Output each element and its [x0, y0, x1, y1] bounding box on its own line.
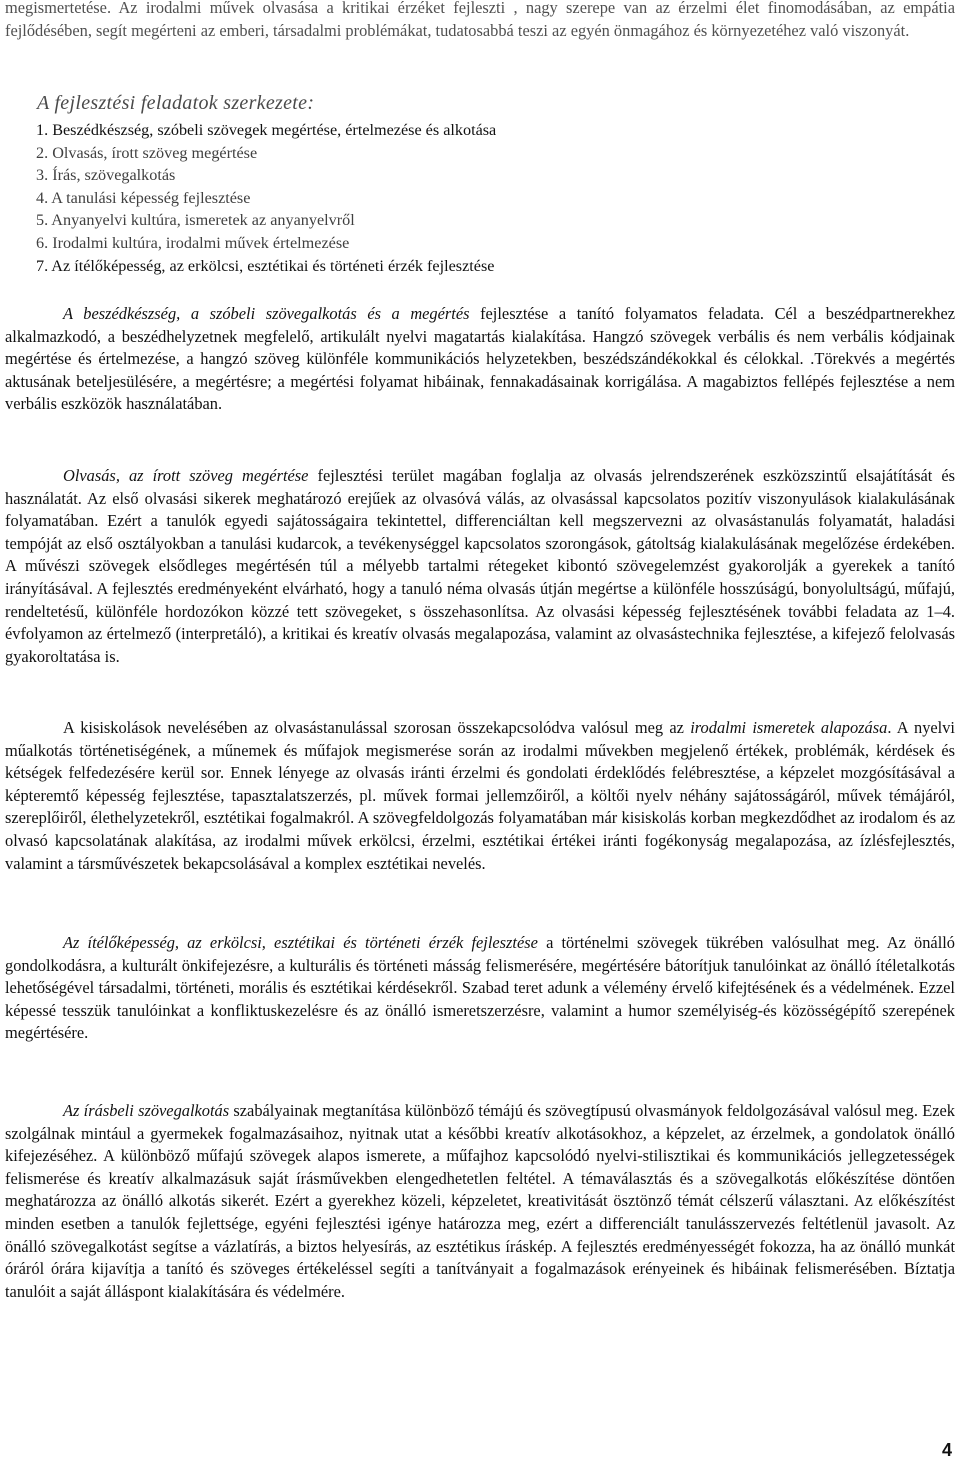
structure-title: A fejlesztési feladatok szerkezete: [37, 92, 315, 114]
section-lead: Az ítélőképesség, az erkölcsi, esztétikai és történeti érzék fejlesztése [63, 933, 538, 952]
section-itelokepesseg [5, 932, 955, 1045]
list-item: 5. Anyanyelvi kultúra, ismeretek az anyanyelvről [36, 211, 355, 230]
list-item: 1. Beszédkészség, szóbeli szövegek megértése, értelmezése és alkotása [36, 121, 497, 139]
section-pre: A kisiskolások nevelésében az olvasástanulással szorosan összekapcsolódva valósul meg az [63, 718, 691, 737]
section-lead: Az írásbeli szövegalkotás [63, 1101, 230, 1120]
section-beszedkeszseg [5, 303, 955, 416]
structure-list [36, 119, 496, 277]
section-lead: irodalmi ismeretek alapozása [690, 718, 888, 737]
list-item: 6. Irodalmi kultúra, irodalmi művek értelmezése [36, 233, 350, 252]
list-item: 4. A tanulási képesség fejlesztése [36, 188, 251, 207]
list-item: 2. Olvasás, írott szöveg megértése [36, 143, 258, 162]
list-item: 3. Írás, szövegalkotás [36, 166, 176, 185]
section-text: . A nyelvi műalkotás történetiségének, a műnemek és műfajok megismerése során az irodalmi művekben megjelenő értékek, problémák, kérdések és kétségek felfedezésére kerül sor. Ennek lényege az olvasás iránti érzelmi és gondolati érdeklődés felébresztése, a képzelet mozgósításával a képteremtő képesség fejlesztése, tapasztalatszerzés, pl. művek formai jellemzőiről, a költői nyelv néhány sajátosságáról, művek témájáról, szereplőiről, élethelyzetekről, esztétikai fogalmakról. A szövegfeldolgozás folyamatában már kisiskolás korban megkezdődhet az irodalom és az olvasó kapcsolatának alakítása, az irodalmi művek erkölcsi, érzelmi, esztétikai értékei iránti fogékonyság megalapozása, az ízlésfejlesztés, valamint a társművészetek bekapcsolásával a komplex esztétikai nevelés. [5, 718, 955, 873]
list-item: 7. Az ítélőképesség, az erkölcsi, esztétikai és történeti érzék fejlesztése [36, 256, 495, 275]
section-text: fejlesztése a tanító folyamatos feladata. Cél a beszédpartnerekhez alkalmazkodó, a beszédhelyzetnek megfelelő, artikulált nyelvi magatartás kialakítása. Hangzó szövegek verbális és nem verbális kódjainak megértése és értelmezése, a hangzó szöveg különféle kommunikációs helyzetekben, beszédszándékokkal és célokkal. .Törekvés a megértés aktusának beteljesülésére, a megértésre; a megértési folyamat hibáinak, fennakadásainak korrigálása. A magabiztos fellépés fejlesztése a nem verbális eszközök használatában. [5, 304, 956, 414]
section-lead: Olvasás, az írott szöveg megértése [63, 466, 309, 485]
section-text: fejlesztési terület magában foglalja az olvasás jelrendszerének eszközszintű elsajátítását és használatát. Az első olvasási sikerek meghatározó erejűek az olvasóvá válás, az olvasással kapcsolatos pozitív viszonyulások kialakulásának folyamatában. Ezért a tanulók egyedi sajátosságaira tekintettel, differenciáltan kell megszervezni az olvasástanulás folyamatát, haladási tempóját az első osztályokban a tanulási kudarcok, a tevékenységgel kapcsolatos szorongások, gátoltság kialakulásának megelőzése érdekében. A művészi szövegek elsődleges megértésén túl a mélyebb tartalmi rétegeket kibontó szövegelemzést gyakorolják a gyerekek a tanító irányításával. A fejlesztés eredményeként elvárható, hogy a tanuló néma olvasás útján megértse a különféle hosszúságú, bonyolultságú, műfajú, rendeltetésű, különféle hordozókon közzé tett szövegeket, s összehasonlítsa. Az olvasási képesség fejlesztésének további feladata az 1–4. évfolyamon az értelmező (interpretáló), a kritikai és kreatív olvasás megalapozása, valamint az olvasástechnika fejlesztése, a kifejező felolvasás gyakoroltatása is. [5, 466, 955, 666]
section-text: a történelmi szövegek tükrében valósulhat meg. Az önálló gondolkodásra, a kulturált önkifejezésre, a kulturális és történeti másság felismerésére, megértésére bátorítjuk tanulóinkat az önálló ítéletalkotás lehetőségével társadalmi, történeti, morális és esztétikai kérdésekről. Szabad teret adunk a vélemény érvelő kifejtésének és a védelmének. Ezzel képessé tesszük tanulóinkat a konfliktuskezelésre és az önálló ismeretszerzésre, valamint a humor személyiség-és közösségépítő szerepének megértésére. [5, 933, 955, 1043]
section-irodalmi-ismeretek [5, 717, 955, 875]
section-olvasas [5, 465, 955, 668]
intro-paragraph: megismertetése. Az irodalmi művek olvasása a kritikai érzéket fejleszti , nagy szerepe van az érzelmi élet finomodásában, az empátia fejlődésében, segít megérteni az emberi, társadalmi problémákat, tudatosabbá teszi az egyén önmagához és környezetéhez való viszonyát. [5, 0, 955, 40]
page-number: 4 [941, 1440, 952, 1460]
section-text: szabályainak megtanítása különböző témájú és szövegtípusú olvasmányok feldolgozásával valósul meg. Ezek szolgálnak mintául a gyermekek fogalmazásaihoz, nyitnak utat a későbbi kreatív alkotásokhoz, a képzelet, az érzelmek, a gondolatok önálló kifejezéséhez. A különböző műfajú szövegek alapos ismerete, a műfajhoz kapcsolódó nyelvi-stilisztikai és kommunikációs jellegzetességek felismerése és kreatív alkalmazásuk saját írásművekben elengedhetetlen feltétel. A témaválasztás és a szövegalkotás előkészítése döntően meghatározza az önálló alkotás sikerét. Ezért a gyerekhez közeli, képzeletet, kreativitását ösztönző témát célszerű választani. Az előkészítést minden esetben a tanulók fejlettsége, egyéni fejlesztési igénye határozza meg, ezért a differenciált tanulásszervezés feltétlenül javasolt. Az önálló szövegalkotást segítse a vázlatírás, a biztos helyesírás, az esztétikus íráskép. A fejlesztés eredményességét fokozza, ha az önálló munkát óráról órára kijavítja a tanító és szöveges értékeléssel segíti a tanítványait a fogalmazások erényeinek és hibáinak felismerésében. Bíztatja tanulóit a saját álláspont kialakítására és védelmére. [5, 1101, 955, 1301]
section-irasbeli-szovegalkotas [5, 1100, 955, 1303]
section-lead: A beszédkészség, a szóbeli szövegalkotás és a megértés [63, 304, 470, 323]
